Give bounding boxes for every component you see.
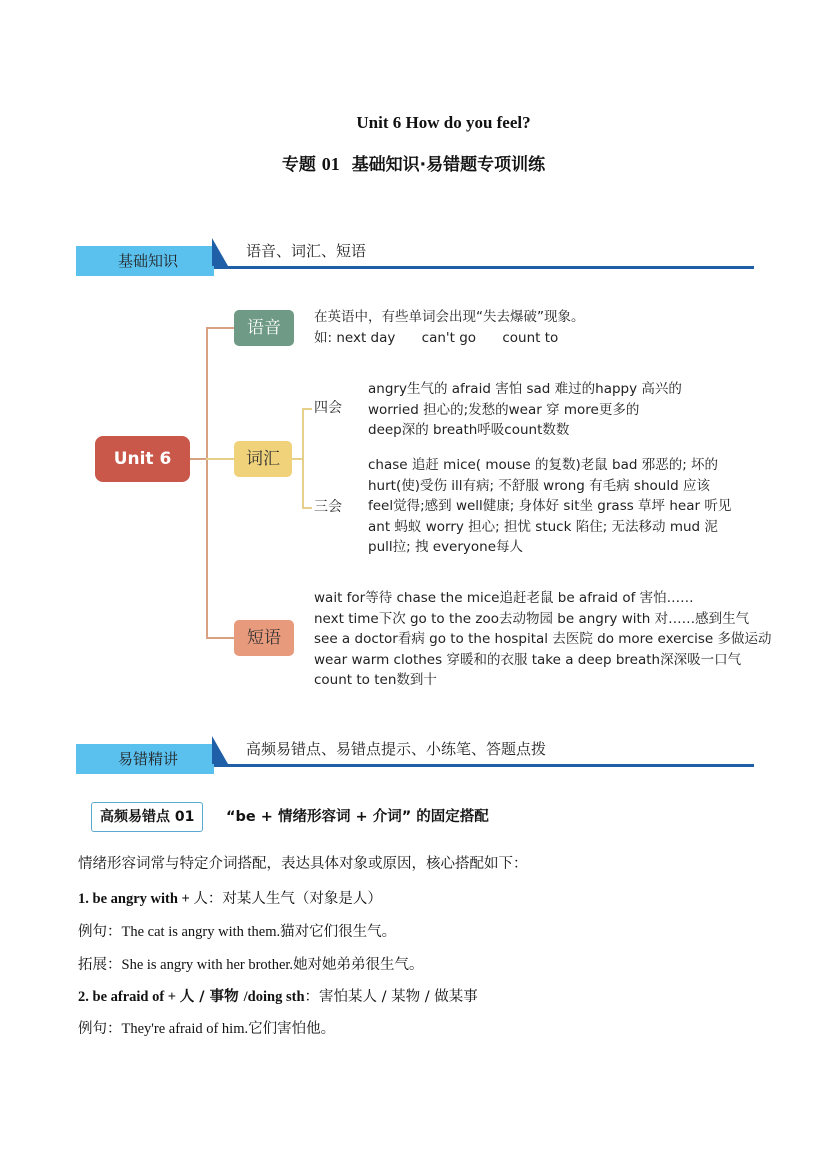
mindmap-node-phrase: 短语	[234, 620, 294, 656]
item-1-example: 例句：The cat is angry with them.猫对它们很生气。	[78, 924, 397, 940]
example-next-day: next day	[336, 330, 396, 346]
connector-trunk	[206, 327, 208, 638]
item-2: 2. be afraid of + 人 / 事物 /doing sth：害怕某人 / 某物 / 做某事	[78, 989, 478, 1005]
example-cant-go: can't go	[421, 330, 477, 346]
connector-phrase	[206, 637, 234, 639]
page-title: Unit 6 How do you feel?	[356, 113, 531, 132]
point-01-heading: “be + 情绪形容词 + 介词” 的固定搭配	[226, 809, 489, 825]
section-subtitle-basic: 语音、词汇、短语	[246, 242, 367, 260]
page-subtitle: 专题 01 基础知识·易错题专项训练	[281, 154, 546, 175]
connector-three	[302, 507, 312, 509]
connector-four	[302, 408, 312, 410]
voice-examples: 如: next day can't go count to	[314, 330, 559, 346]
point-01-box: 高频易错点 01	[91, 802, 203, 832]
connector-vocab-trunk	[302, 408, 304, 508]
example-count-to: count to	[502, 330, 559, 346]
section-label-basic: 基础知识	[76, 246, 214, 276]
vocab-four-label: 四会	[314, 400, 342, 416]
point-01-intro: 情绪形容词常与特定介词搭配，表达具体对象或原因，核心搭配如下：	[78, 856, 528, 872]
vocab-four-list: angry生气的 afraid 害怕 sad 难过的happy 高兴的 worried 担心的;发愁的wear 穿 more更多的 deep深的 breath呼吸count数数	[368, 381, 682, 438]
mindmap-node-voice: 语音	[234, 310, 294, 346]
connector-voice	[206, 327, 234, 329]
mindmap-node-vocab: 词汇	[234, 441, 292, 477]
mindmap-root-node: Unit 6	[95, 436, 190, 482]
vocab-three-label: 三会	[314, 499, 342, 515]
item-2-example: 例句：They're afraid of him.它们害怕他。	[78, 1021, 336, 1037]
phrase-list: wait for等待 chase the mice追赶老鼠 be afraid of 害怕…… next time下次 go to the zoo去动物园 be angry with 对……感到生气 see a doctor看病 go to the hospital 去医院 do more exercise 多做运动 wear warm clothes 穿暖和的衣服 take a deep breath深深吸一口气 count to ten数到十	[314, 590, 772, 688]
section-tab-corner-2	[212, 736, 228, 764]
section-tab-corner	[212, 238, 228, 266]
item-1-extension: 拓展：She is angry with her brother.她对她弟弟很生气。	[78, 957, 424, 973]
connector-vocab	[206, 458, 234, 460]
item-1: 1. be angry with + 人：对某人生气（对象是人）	[78, 891, 382, 907]
section-subtitle-errors: 高频易错点、易错点提示、小练笔、答题点拨	[246, 740, 547, 758]
section-label-errors: 易错精讲	[76, 744, 214, 774]
vocab-three-list: chase 追赶 mice( mouse 的复数)老鼠 bad 邪恶的; 坏的 hurt(使)受伤 ill有病; 不舒服 wrong 有毛病 should 应该 feel觉得;感到 well健康; 身体好 sit坐 grass 草坪 hear 听见 ant 蚂蚁 worry 担心; 担忧 stuck 陷住; 无法移动 mud 泥 pull拉; 拽 everyone每人	[368, 457, 732, 555]
voice-description: 在英语中，有些单词会出现“失去爆破”现象。	[314, 309, 585, 325]
